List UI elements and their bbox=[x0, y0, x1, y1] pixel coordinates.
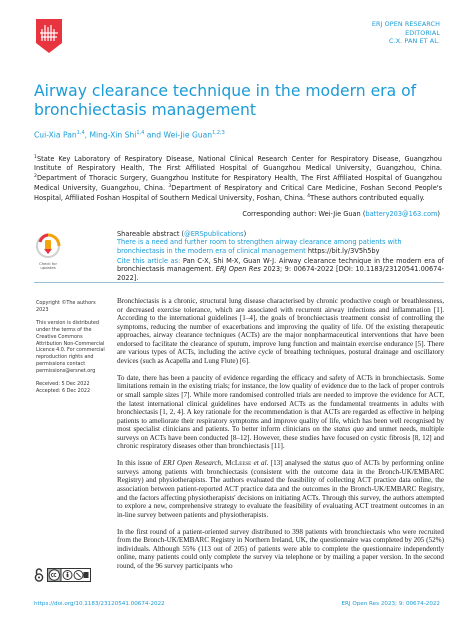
open-access-icon bbox=[34, 568, 44, 582]
affiliation: State Key Laboratory of Respiratory Disease, National Clinical Research Center for Respiratory Disease, Guangzhou Institute of Respiratory Health, The First Affiliated Hospital of Guangzhou Medical University, Guangzhou, China. bbox=[34, 155, 442, 173]
affil-marker: 2 bbox=[34, 174, 37, 179]
cite-text: Pan C-X, Shi M-X, Guan W-J. Airway clearance technique in the modern era of bronchiectasis management. bbox=[117, 257, 444, 274]
body-text: In this issue of bbox=[117, 459, 161, 468]
check-for-updates-icon[interactable] bbox=[34, 232, 62, 262]
body-italic: et al. bbox=[253, 459, 269, 468]
corresponding-author bbox=[242, 210, 440, 218]
author-superscript: 1,2,3 bbox=[212, 130, 225, 136]
short-link[interactable]: https://bit.ly/3V5h5by bbox=[307, 246, 380, 255]
body-text: of ACTs by performing online surveys among patients with bronchiectasis (consistent with the outcome data in the Bronch-UK/EMBARC Registry) and physiotherapists. The authors evaluated the feasibility of collecting ACT practice data online, the association between patient-reported ACT practice data and the outcomes in the Bronch-UK/EMBARC Registry, and the factors affecting physiotherapists' decisions on initiating ACTs. Through this survey, the authors attempted to explore a new, comprehensive strategy to evaluate the feasibility of evaluating ACT treatment outcomes in an in-line survey between patients and physiotherapists. bbox=[117, 459, 444, 519]
affiliation: Department of Thoracic Surgery, Guangzhou Institute for Respiratory Health, The First Affiliated Hospital of Guangzhou Medical University, Guangzhou, China. bbox=[34, 174, 442, 193]
corresponding-close: ) bbox=[437, 210, 440, 218]
affil-marker: 3 bbox=[168, 184, 172, 190]
author-superscript: 1,4 bbox=[136, 130, 145, 136]
body-text: To date, there has been a paucity of evidence regarding the efficacy and safety of ACTs in bronchiectasis. Some limitations remain in the existing trials; for instance, the low quality of evidence due to the lack of proper controls or small sample sizes [7]. While more randomised controlled trials are needed to improve the evidence for ACT, the latest international clinical guidelines have endorsed ACTs as the fundamental treatments in adults with bronchiectasis [1, 2, 4]. A key rationale for the recommendation is that ACTs are regarded as effective in helping patients to ameliorate their respiratory symptoms and improve quality of life, which has been well recognised by most specialist clinicians and patients. To better inform clinicians on the bbox=[117, 373, 444, 434]
corresponding-label: Corresponding author: Wei-Jie Guan ( bbox=[242, 210, 366, 218]
check-for-updates-label bbox=[29, 262, 67, 271]
creative-commons-icon[interactable] bbox=[47, 568, 91, 582]
license-text: This version is distributed under the terms of the Creative Commons Attribution Non-Commercial Licence 4.0. For commercial reproduction rights and permissions contact permissions@ersnet.org bbox=[36, 319, 105, 375]
page-footer bbox=[34, 601, 440, 607]
citation-block bbox=[117, 257, 444, 282]
badge-line: updates bbox=[40, 265, 56, 271]
author-superscript: 1,4 bbox=[76, 130, 85, 136]
article-sidebar bbox=[36, 300, 108, 395]
author-name[interactable]: Cui-Xia Pan bbox=[34, 130, 77, 140]
journal-header bbox=[372, 20, 440, 46]
article-body bbox=[117, 297, 444, 579]
journal-name: ERJ OPEN RESEARCH bbox=[371, 20, 440, 28]
cite-rest: 2023; 9: 00674-2022 [DOI: 10.1183/23120541.00674-2022]. bbox=[117, 265, 444, 282]
affil-marker: 1 bbox=[34, 155, 37, 160]
author-name[interactable]: Ming-Xin Shi bbox=[89, 130, 137, 140]
article-title: Airway clearance technique in the modern era of bronchiectasis management bbox=[34, 82, 417, 119]
body-author-name: McLeese bbox=[225, 459, 252, 468]
body-journal-name: ERJ Open Research, bbox=[162, 459, 223, 468]
body-paragraph bbox=[117, 374, 444, 451]
affiliation: These authors contributed equally. bbox=[310, 194, 425, 203]
shareable-text: There is a need and further room to strengthen airway clearance among patients with bronchiectasis in the modern era of clinical management bbox=[117, 238, 402, 255]
body-italic: status quo bbox=[333, 425, 364, 434]
body-text: and unmet needs, multiple surveys on ACTs have been conducted [8–12]. However, these studies have focused on cystic fibrosis [8, 12] and chronic respiratory diseases other than bronchiectasis [11]. bbox=[117, 425, 444, 451]
author-name[interactable]: Wei-Jie Guan bbox=[163, 130, 213, 140]
twitter-handle-link[interactable]: @ERSpublications bbox=[184, 230, 244, 238]
cite-journal: ERJ Open Res bbox=[215, 265, 261, 274]
shareable-heading: Shareable abstract ( bbox=[117, 230, 185, 238]
body-paragraph bbox=[117, 459, 444, 519]
affiliations bbox=[34, 154, 442, 203]
article-type: EDITORIAL bbox=[405, 28, 440, 37]
doi-link[interactable]: https://doi.org/10.1183/23120541.00674-2022 bbox=[34, 601, 165, 607]
cite-label: Cite this article as: bbox=[117, 257, 181, 265]
email-link[interactable]: battery203@163.com bbox=[365, 210, 438, 218]
badge-line: Check for bbox=[38, 261, 58, 266]
shareable-heading-close: ) bbox=[243, 230, 247, 238]
shareable-abstract bbox=[117, 230, 444, 255]
footer-citation: ERJ Open Res 2023; 9: 00674-2022 bbox=[341, 601, 440, 607]
divider bbox=[34, 282, 444, 283]
body-italic: status quo bbox=[323, 459, 354, 468]
affiliation: Department of Respiratory and Critical Care Medicine, Foshan Second People's Hospital, Affiliated Foshan Hospital of Southern Medical University, Foshan, China. bbox=[34, 184, 442, 203]
license-icons bbox=[34, 568, 91, 582]
received-date: Received: 5 Dec 2022 bbox=[36, 381, 90, 388]
body-paragraph: Bronchiectasis is a chronic, structural lung disease characterised by chronic productive cough or breathlessness, or decreased exercise tolerance, which are associated with recurrent airway infections and inflammation [1]. According to the international guidelines [1–4], the goals of bronchiectasis treatment consist of controlling the symptoms, reducing the number of exacerbations and improving the quality of life. Of the existing therapeutic approaches, airway clearance techniques (ACTs) are the major nonpharmaceutical interventions that have been endorsed to facilitate the clearance of sputum, improve lung function and maintain exercise endurance [5]. There are various types of ACTs, including the active cycle of breathing techniques, postural drainage and oscillatory devices (such as Acapella and Lung Flute) [6]. bbox=[117, 297, 444, 365]
accepted-date: Accepted: 6 Dec 2022 bbox=[36, 387, 91, 394]
copyright: Copyright ©The authors 2023 bbox=[36, 300, 96, 313]
running-authors: C.X. PAN ET AL. bbox=[389, 37, 440, 46]
author-list: Cui-Xia Pan$^{1,4}$, Ming-Xin Shi$^{1,4}$ and Wei-Jie Guan$^{1,2,3}$ bbox=[34, 130, 225, 140]
body-paragraph: In the first round of a patient-oriented survey distributed to 398 patients with bronchiectasis who were recruited from the Bronch-UK/EMBARC Registry in Northern Ireland, UK, the questionnaire was completed by 205 (52%) individuals. Although 55% (113 out of 205) of patients were able to complete the questionnaire independently online, many patients could only complete the survey via telephone or by mailing a paper version. In the second round, of the 96 survey participants who bbox=[117, 527, 444, 570]
author-conjunction: and bbox=[146, 130, 162, 140]
journal-logo bbox=[34, 17, 64, 55]
affil-marker: 4 bbox=[307, 194, 311, 200]
body-text: [13] analysed the bbox=[270, 459, 321, 468]
